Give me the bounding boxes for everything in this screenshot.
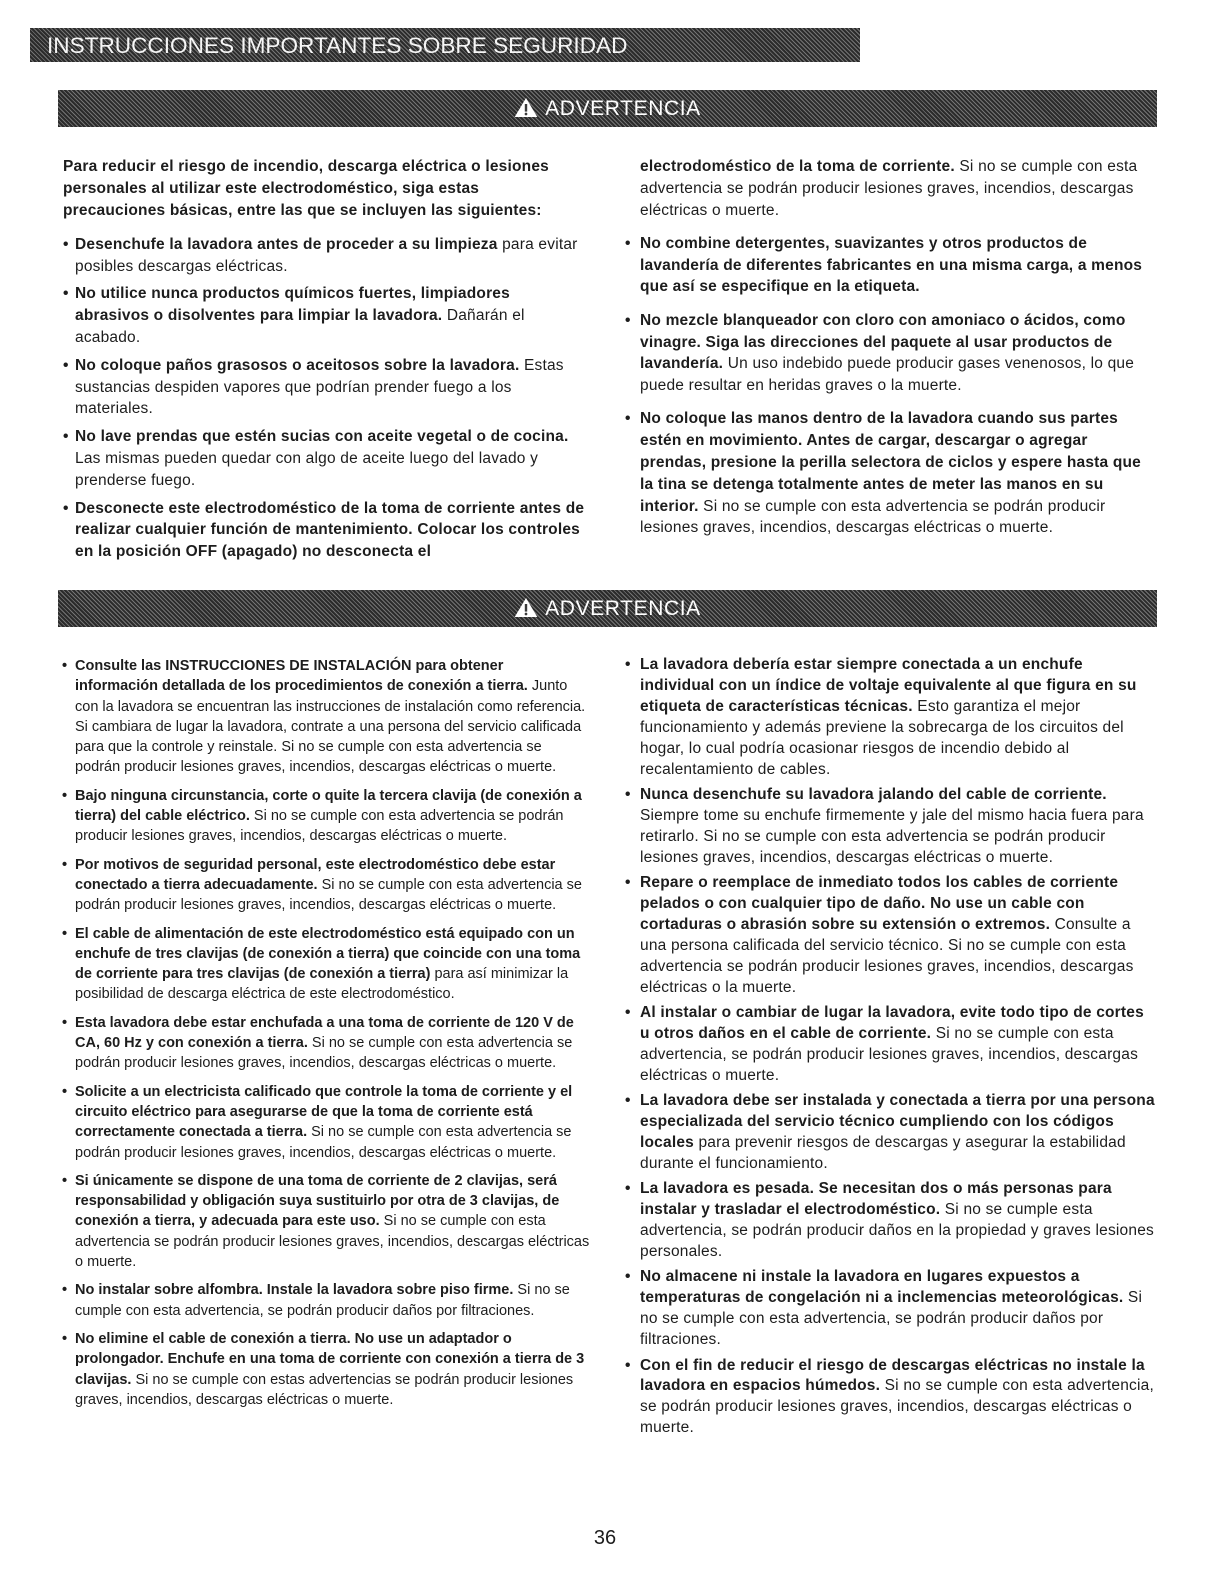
- item-emphasis-text: Desconecte este electrodoméstico de la toma de corriente antes de realizar cualquier función de mantenimiento. Colocar los controles en la posición OFF (apagado) no desconecta el: [75, 499, 585, 561]
- bullet-icon: •: [62, 658, 68, 674]
- warning-2-left-column: [62, 656, 590, 1418]
- bullet-icon: •: [62, 925, 68, 942]
- bullet-icon: •: [625, 1356, 631, 1374]
- item-emphasis-text: Solicite a un electricista calificado que controle la toma de corriente y el circuito eléctrico para asegurarse de que la toma de corriente está correctamente conectada a tierra.: [75, 1083, 573, 1141]
- item-body-text: Consulte a una persona calificada del servicio técnico. Si no se cumple con esta advertencia se podrán producir lesiones graves, incendios, descargas eléctricas o la muerte.: [640, 915, 1134, 996]
- bullet-icon: •: [625, 785, 631, 803]
- item-body-text: Si no se cumple con esta advertencia se podrán producir lesiones graves, incendios, descargas eléctricas o muerte.: [75, 876, 582, 914]
- warning-list-item: [62, 855, 590, 916]
- warning-list-item: [63, 283, 585, 348]
- item-body-text: Un uso indebido puede producir gases venenosos, lo que puede resultar en heridas graves o la muerte.: [640, 355, 1135, 395]
- warning-list-item: [625, 1267, 1157, 1351]
- item-body-text: Si no se cumple con esta advertencia, se podrán producir daños por filtraciones.: [640, 1289, 1143, 1349]
- warning-list-item: [63, 498, 585, 563]
- item-emphasis-text: Desenchufe la lavadora antes de proceder a su limpieza: [75, 235, 498, 253]
- warning-list-item: [62, 1082, 590, 1163]
- bullet-icon: •: [63, 499, 69, 517]
- warning-list-item: [625, 873, 1157, 998]
- bullet-icon: •: [625, 410, 631, 428]
- item-body-text: Esto garantiza el mejor funcionamiento y además previene la sobrecarga de los circuitos del hogar, lo cual podría ocasionar riesgos de incendio debido al recalentamiento de cables.: [640, 697, 1124, 778]
- item-body-text: Si no se cumple con esta advertencia se podrán producir lesiones graves, incendios, descargas eléctricas o muerte.: [75, 808, 564, 845]
- item-body-text: Si no se cumple con estas advertencias se podrán producir lesiones graves, incendios, descargas eléctricas o muerte.: [75, 1371, 574, 1408]
- warning-list-item: [63, 426, 585, 491]
- item-emphasis-text: Repare o reemplace de inmediato todos los cables de corriente pelados o con cualquier tipo de daño. No use un cable con cortaduras o abrasión sobre su extensión o extremos.: [640, 874, 1119, 933]
- item-emphasis-text: La lavadora debe ser instalada y conectada a tierra por una persona especializada del servicio técnico cumpliendo con los códigos locales: [640, 1092, 1155, 1151]
- item-body-text: Estas sustancias despiden vapores que podrían prender fuego a los materiales.: [75, 356, 564, 418]
- warning-list-item: [62, 656, 590, 778]
- bullet-icon: •: [63, 285, 69, 303]
- page-number: 36: [593, 1527, 617, 1549]
- item-emphasis-text: No mezcle blanqueador con cloro con amoniaco o ácidos, como vinagre. Siga las direcciones del paquete al usar productos de lavandería.: [640, 311, 1126, 373]
- warning-list-item: [62, 1171, 590, 1272]
- item-emphasis-text: El cable de alimentación de este electrodoméstico está equipado con un enchufe de tres clavijas (de conexión a tierra) que coincide con una toma de corriente para tres clavijas (de conexión a tierra): [75, 925, 581, 983]
- bullet-icon: •: [62, 1330, 68, 1347]
- warning-triangle-icon: [514, 97, 538, 118]
- warning-label: ADVERTENCIA: [545, 597, 701, 620]
- item-body-text: Junto con la lavadora se encuentran las instrucciones de instalación como referencia. Si cambiara de lugar la lavadora, contrate a una persona del servicio calificada para que la controle y reinstale. Si no se cumple con esta advertencia se podrán producir lesiones graves, incendios, descargas eléctricas o muerte.: [75, 678, 586, 776]
- warning-banner: [58, 90, 1157, 127]
- item-emphasis-text: La lavadora debería estar siempre conectada a un enchufe individual con un índice de voltaje equivalente al que figura en su etiqueta de características técnicas.: [640, 656, 1137, 715]
- bullet-icon: •: [62, 1282, 68, 1299]
- item-body-text: Siempre tome su enchufe firmemente y jale del mismo hacia fuera para retirarlo. Si no se cumple con esta advertencia se podrán producir lesiones graves, incendios, descargas eléctricas o muerte.: [640, 806, 1144, 866]
- item-body-text: Las mismas pueden quedar con algo de aceite luego del lavado y prenderse fuego.: [75, 450, 539, 489]
- item-emphasis-text: No almacene ni instale la lavadora en lugares expuestos a temperaturas de congelación ni a inclemencias meteorológicas.: [640, 1268, 1124, 1307]
- item-emphasis-text: Nunca desenchufe su lavadora jalando del cable de corriente.: [640, 785, 1107, 803]
- item-emphasis-text: Por motivos de seguridad personal, este electrodoméstico debe estar conectado a tierra adecuadamente.: [75, 856, 556, 893]
- warning-list-item: [62, 1013, 590, 1074]
- bullet-icon: •: [63, 235, 69, 253]
- item-emphasis-text: La lavadora es pesada. Se necesitan dos o más personas para instalar y trasladar el electrodoméstico.: [640, 1180, 1112, 1219]
- item-body-text: Si no se cumple con esta advertencia se podrán producir lesiones graves, incendios, descargas eléctricas o muerte.: [75, 1124, 572, 1161]
- item-body-text: para prevenir riesgos de descargas y asegurar la estabilidad durante el funcionamiento.: [640, 1133, 1126, 1172]
- bullet-icon: •: [62, 1014, 68, 1031]
- item-body-text: Si no se cumple con esta advertencia, se podrán producir daños por filtraciones.: [75, 1282, 570, 1319]
- item-emphasis-text: Con el fin de reducir el riesgo de descargas eléctricas no instale la lavadora en espacios húmedos.: [640, 1356, 1145, 1395]
- item-body-text: Si no se cumple con esta advertencia se podrán producir lesiones graves, incendios, descargas eléctricas o muerte.: [75, 1213, 590, 1271]
- item-body-text: Si no se cumple con esta advertencia se podrán producir lesiones graves, incendios, descargas eléctricas o muerte.: [640, 497, 1106, 537]
- bullet-icon: •: [625, 1268, 631, 1286]
- item-emphasis-text: Si únicamente se dispone de una toma de corriente de 2 clavijas, será responsabilidad y obligación suya sustituirlo por otra de 3 clavijas, de conexión a tierra, y adecuada para este uso.: [75, 1172, 560, 1230]
- warning-list-item: [625, 785, 1157, 869]
- intro-paragraph: [63, 156, 585, 221]
- bullet-icon: •: [625, 874, 631, 892]
- continued-paragraph: [625, 156, 1157, 221]
- bullet-icon: •: [62, 1172, 68, 1189]
- warning-label: ADVERTENCIA: [545, 97, 701, 120]
- bullet-icon: •: [625, 656, 631, 673]
- item-emphasis-text: Bajo ninguna circunstancia, corte o quite la tercera clavija (de conexión a tierra) del cable eléctrico.: [75, 787, 582, 825]
- warning-list-item: [625, 233, 1157, 298]
- item-emphasis-text: No utilice nunca productos químicos fuertes, limpiadores abrasivos o disolventes para limpiar la lavadora.: [75, 285, 510, 325]
- warning-1-right-column: [625, 156, 1157, 551]
- warning-list-item: [625, 655, 1157, 780]
- warning-list-item: [625, 310, 1157, 397]
- bullet-icon: •: [625, 1004, 631, 1021]
- bullet-icon: •: [625, 234, 631, 252]
- item-emphasis-text: No elimine el cable de conexión a tierra. No use un adaptador o prolongador. Enchufe en una toma de corriente con conexión a tierra de 3 clavijas.: [75, 1330, 585, 1388]
- item-body-text: para evitar posibles descargas eléctricas.: [75, 235, 578, 275]
- item-body-text: Si no se cumple esta advertencia, se podrán producir daños en la propiedad y graves lesiones personales.: [640, 1201, 1154, 1260]
- warning-list-item: [62, 1329, 590, 1410]
- warning-2-right-column: [625, 655, 1157, 1444]
- item-emphasis-text: No coloque las manos dentro de la lavadora cuando sus partes estén en movimiento. Antes de cargar, descargar o agregar prendas, presione la perilla selectora de ciclos y espere hasta que la tina se detenga totalmente antes de meter las manos en su interior.: [640, 410, 1142, 515]
- bullet-icon: •: [63, 428, 69, 446]
- page-title: INSTRUCCIONES IMPORTANTES SOBRE SEGURIDAD: [47, 33, 628, 58]
- warning-list-item: [63, 355, 585, 420]
- item-body-text: Dañarán el acabado.: [75, 307, 525, 347]
- item-body-text: para así minimizar la posibilidad de descarga eléctrica de este electrodoméstico.: [75, 966, 569, 1003]
- item-emphasis-text: No coloque paños grasosos o aceitosos sobre la lavadora.: [75, 356, 520, 374]
- warning-list-item: [62, 786, 590, 847]
- bullet-icon: •: [63, 356, 69, 374]
- bullet-icon: •: [625, 1092, 631, 1110]
- warning-list-item: [625, 1003, 1157, 1087]
- warning-list-item: [62, 924, 590, 1005]
- page-title-banner: [30, 28, 860, 62]
- item-emphasis-text: electrodoméstico de la toma de corriente.: [640, 158, 955, 175]
- item-emphasis-text: Al instalar o cambiar de lugar la lavadora, evite todo tipo de cortes u otros daños en el cable de corriente.: [640, 1004, 1144, 1042]
- bullet-icon: •: [62, 787, 68, 804]
- item-body-text: Si no se cumple con esta advertencia, se podrán producir lesiones graves, incendios, descargas eléctricas o muerte.: [640, 1377, 1154, 1437]
- item-body-text: Si no se cumple con esta advertencia se podrán producir lesiones graves, incendios, descargas eléctricas o muerte.: [75, 1035, 573, 1072]
- warning-list-item: [625, 1091, 1157, 1175]
- bullet-icon: •: [62, 1083, 68, 1100]
- item-emphasis-text: No combine detergentes, suavizantes y otros productos de lavandería de diferentes fabricantes en una misma carga, a menos que así se especifique en la etiqueta.: [640, 234, 1143, 296]
- warning-triangle-icon: [514, 597, 538, 618]
- warning-banner: [58, 590, 1157, 627]
- item-emphasis-text: Consulte las INSTRUCCIONES DE INSTALACIÓN para obtener información detallada de los procedimientos de conexión a tierra.: [75, 658, 528, 695]
- warning-list-item: [62, 1280, 590, 1321]
- warning-list-item: [625, 1179, 1157, 1263]
- warning-list-item: [625, 1356, 1157, 1440]
- item-body-text: Si no se cumple con esta advertencia se podrán producir lesiones graves, incendios, descargas eléctricas o muerte.: [640, 158, 1138, 219]
- item-body-text: Si no se cumple con esta advertencia, se podrán producir lesiones graves, incendios, descargas eléctricas o muerte.: [640, 1024, 1139, 1084]
- warning-1-left-column: [63, 156, 585, 569]
- bullet-icon: •: [62, 856, 68, 873]
- bullet-icon: •: [625, 1180, 631, 1198]
- item-emphasis-text: Esta lavadora debe estar enchufada a una toma de corriente de 120 V de CA, 60 Hz y con conexión a tierra.: [75, 1014, 574, 1052]
- warning-list-item: [63, 234, 585, 278]
- item-emphasis-text: No instalar sobre alfombra. Instale la lavadora sobre piso firme.: [75, 1282, 514, 1299]
- bullet-icon: •: [625, 311, 631, 329]
- item-emphasis-text: Para reducir el riesgo de incendio, descarga eléctrica o lesiones personales al utilizar este electrodoméstico, siga estas precauciones básicas, entre las que se incluyen las siguientes:: [63, 158, 549, 219]
- item-emphasis-text: No lave prendas que estén sucias con aceite vegetal o de cocina.: [75, 428, 569, 446]
- warning-list-item: [625, 408, 1157, 539]
